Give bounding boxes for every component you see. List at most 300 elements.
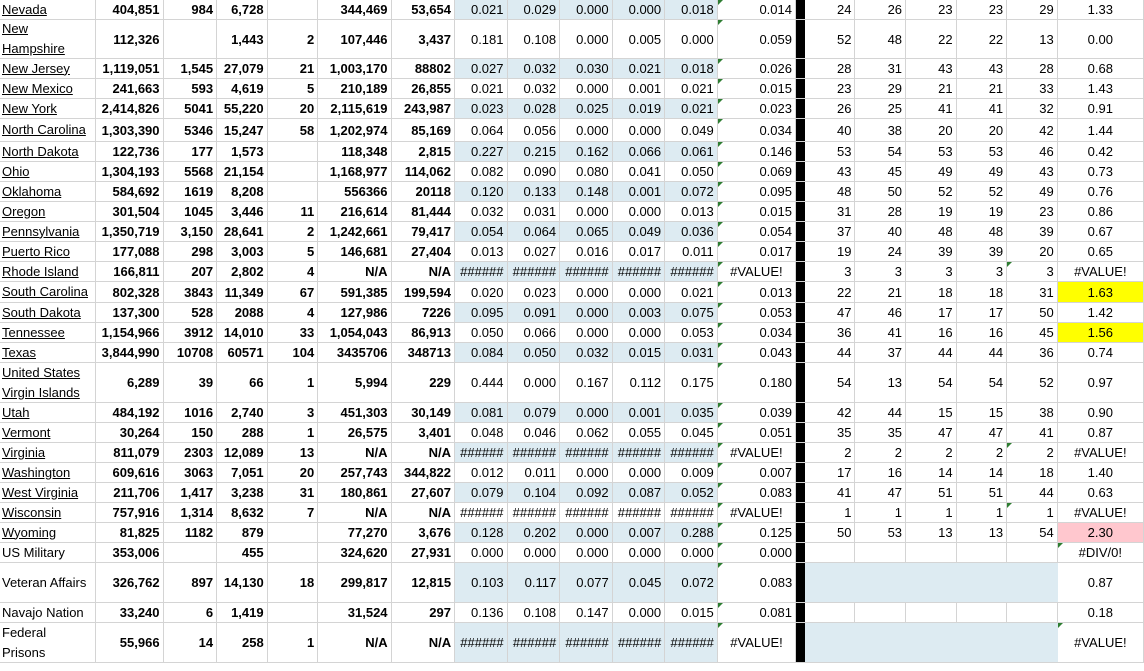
cell-name[interactable] bbox=[0, 182, 96, 201]
cell-rank[interactable]: 48 bbox=[855, 20, 906, 58]
cell-rate[interactable]: 0.095 bbox=[455, 303, 508, 322]
cell-ratio[interactable]: 1.56 bbox=[1058, 323, 1144, 342]
cell-d[interactable]: 1,443 bbox=[217, 20, 268, 58]
cell-b[interactable]: 1,154,966 bbox=[96, 323, 163, 342]
cell-rate[interactable]: 0.021 bbox=[665, 79, 718, 98]
cell-rate[interactable]: 0.082 bbox=[455, 162, 508, 181]
cell-rate[interactable]: 0.091 bbox=[508, 303, 561, 322]
cell-rank[interactable]: 3 bbox=[805, 262, 856, 281]
cell-rank[interactable]: 17 bbox=[957, 303, 1008, 322]
cell-ratio[interactable]: #VALUE! bbox=[1058, 262, 1144, 281]
cell-rate[interactable]: ###### bbox=[560, 443, 613, 462]
cell-rate[interactable]: 0.021 bbox=[455, 0, 508, 19]
cell-g[interactable]: 344,822 bbox=[392, 463, 455, 482]
cell-g[interactable]: 81,444 bbox=[392, 202, 455, 221]
cell-rate[interactable]: ###### bbox=[508, 443, 561, 462]
cell-f[interactable]: 556366 bbox=[318, 182, 391, 201]
cell-rank[interactable]: 15 bbox=[906, 403, 957, 422]
column-divider[interactable] bbox=[796, 403, 805, 422]
cell-rate[interactable]: 0.061 bbox=[665, 142, 718, 161]
cell-avg[interactable]: 0.125 bbox=[718, 523, 796, 542]
column-divider[interactable] bbox=[796, 363, 805, 402]
cell-rank[interactable]: 23 bbox=[906, 0, 957, 19]
cell-rank[interactable]: 32 bbox=[1007, 99, 1058, 118]
cell-rate[interactable]: 0.001 bbox=[613, 182, 666, 201]
cell-rank[interactable]: 16 bbox=[957, 323, 1008, 342]
cell-f[interactable]: N/A bbox=[318, 262, 391, 281]
cell-f[interactable]: 107,446 bbox=[318, 20, 391, 58]
cell-rank[interactable]: 1 bbox=[805, 503, 856, 522]
cell-rank[interactable]: 28 bbox=[1007, 59, 1058, 78]
cell-rate[interactable]: 0.056 bbox=[508, 119, 561, 141]
cell-rank[interactable]: 24 bbox=[805, 0, 856, 19]
column-divider[interactable] bbox=[796, 463, 805, 482]
cell-rank[interactable] bbox=[855, 603, 906, 622]
cell-e[interactable]: 20 bbox=[268, 463, 319, 482]
cell-rate[interactable]: 0.148 bbox=[560, 182, 613, 201]
cell-c[interactable]: 5568 bbox=[164, 162, 218, 181]
cell-f[interactable]: 2,115,619 bbox=[318, 99, 391, 118]
column-divider[interactable] bbox=[796, 182, 805, 201]
cell-rate[interactable]: 0.003 bbox=[613, 303, 666, 322]
cell-d[interactable]: 55,220 bbox=[217, 99, 268, 118]
cell-e[interactable] bbox=[268, 162, 319, 181]
cell-c[interactable]: 593 bbox=[164, 79, 218, 98]
cell-rate[interactable]: 0.000 bbox=[613, 463, 666, 482]
cell-rank[interactable]: 42 bbox=[805, 403, 856, 422]
cell-rate[interactable]: 0.080 bbox=[560, 162, 613, 181]
cell-b[interactable]: 3,844,990 bbox=[96, 343, 163, 362]
cell-rank[interactable]: 52 bbox=[805, 20, 856, 58]
cell-e[interactable]: 13 bbox=[268, 443, 319, 462]
cell-rate[interactable]: 0.048 bbox=[455, 423, 508, 442]
cell-b[interactable]: 609,616 bbox=[96, 463, 163, 482]
cell-d[interactable]: 3,003 bbox=[217, 242, 268, 261]
cell-c[interactable]: 1016 bbox=[164, 403, 218, 422]
cell-rate[interactable]: 0.028 bbox=[508, 99, 561, 118]
cell-rate[interactable]: 0.000 bbox=[560, 523, 613, 542]
cell-rate[interactable]: 0.000 bbox=[613, 282, 666, 302]
cell-rate[interactable]: ###### bbox=[455, 443, 508, 462]
cell-rank[interactable]: 47 bbox=[906, 423, 957, 442]
cell-rate[interactable]: 0.108 bbox=[508, 20, 561, 58]
cell-rank[interactable]: 54 bbox=[957, 363, 1008, 402]
cell-rank[interactable]: 39 bbox=[906, 242, 957, 261]
cell-rank[interactable]: 37 bbox=[805, 222, 856, 241]
cell-e[interactable]: 4 bbox=[268, 262, 319, 281]
cell-avg[interactable]: 0.083 bbox=[718, 483, 796, 502]
cell-rank[interactable]: 51 bbox=[906, 483, 957, 502]
cell-b[interactable]: 811,079 bbox=[96, 443, 163, 462]
cell-e[interactable]: 21 bbox=[268, 59, 319, 78]
cell-e[interactable]: 18 bbox=[268, 563, 319, 602]
cell-rate[interactable]: ###### bbox=[613, 503, 666, 522]
cell-rate[interactable]: 0.112 bbox=[613, 363, 666, 402]
cell-f[interactable]: 26,575 bbox=[318, 423, 391, 442]
cell-e[interactable] bbox=[268, 543, 319, 562]
hyperlink[interactable]: New York bbox=[2, 100, 57, 116]
cell-g[interactable]: 243,987 bbox=[392, 99, 455, 118]
cell-rate[interactable]: ###### bbox=[665, 503, 718, 522]
cell-e[interactable]: 104 bbox=[268, 343, 319, 362]
cell-d[interactable]: 258 bbox=[217, 623, 268, 662]
cell-e[interactable]: 20 bbox=[268, 99, 319, 118]
cell-d[interactable]: 2,740 bbox=[217, 403, 268, 422]
cell-rate[interactable]: ###### bbox=[560, 623, 613, 662]
cell-rate[interactable]: 0.000 bbox=[560, 303, 613, 322]
cell-avg[interactable]: 0.083 bbox=[718, 563, 796, 602]
cell-e[interactable] bbox=[268, 182, 319, 201]
cell-rate[interactable]: 0.181 bbox=[455, 20, 508, 58]
cell-b[interactable]: 166,811 bbox=[96, 262, 163, 281]
cell-rate[interactable]: 0.013 bbox=[455, 242, 508, 261]
hyperlink[interactable]: New Mexico bbox=[2, 80, 73, 96]
cell-rate[interactable]: 0.000 bbox=[560, 403, 613, 422]
cell-avg[interactable]: #VALUE! bbox=[718, 503, 796, 522]
cell-f[interactable]: 1,054,043 bbox=[318, 323, 391, 342]
cell-rate[interactable]: 0.000 bbox=[613, 0, 666, 19]
cell-rank[interactable]: 21 bbox=[855, 282, 906, 302]
cell-rate[interactable]: 0.027 bbox=[508, 242, 561, 261]
cell-rate[interactable]: 0.009 bbox=[665, 463, 718, 482]
cell-rank[interactable]: 14 bbox=[906, 463, 957, 482]
cell-rank[interactable] bbox=[1007, 543, 1058, 562]
cell-avg[interactable]: #VALUE! bbox=[718, 262, 796, 281]
cell-c[interactable]: 897 bbox=[164, 563, 218, 602]
column-divider[interactable] bbox=[796, 0, 805, 19]
cell-c[interactable]: 39 bbox=[164, 363, 218, 402]
cell-g[interactable]: 2,815 bbox=[392, 142, 455, 161]
cell-name[interactable] bbox=[0, 119, 96, 141]
cell-rate[interactable]: 0.013 bbox=[665, 202, 718, 221]
cell-e[interactable]: 1 bbox=[268, 363, 319, 402]
cell-name[interactable] bbox=[0, 99, 96, 118]
cell-rate[interactable]: 0.062 bbox=[560, 423, 613, 442]
cell-c[interactable]: 177 bbox=[164, 142, 218, 161]
cell-c[interactable]: 3063 bbox=[164, 463, 218, 482]
cell-name[interactable] bbox=[0, 142, 96, 161]
cell-g[interactable]: 27,931 bbox=[392, 543, 455, 562]
cell-name[interactable] bbox=[0, 483, 96, 502]
cell-name[interactable] bbox=[0, 282, 96, 302]
cell-rate[interactable]: 0.000 bbox=[613, 323, 666, 342]
cell-ratio[interactable]: 0.18 bbox=[1058, 603, 1144, 622]
cell-avg[interactable]: 0.053 bbox=[718, 303, 796, 322]
cell-rank[interactable]: 48 bbox=[957, 222, 1008, 241]
cell-name[interactable] bbox=[0, 423, 96, 442]
cell-b[interactable]: 1,350,719 bbox=[96, 222, 163, 241]
cell-e[interactable]: 1 bbox=[268, 623, 319, 662]
cell-ratio[interactable]: 1.42 bbox=[1058, 303, 1144, 322]
cell-rank[interactable]: 22 bbox=[805, 282, 856, 302]
hyperlink[interactable]: Pennsylvania bbox=[2, 223, 80, 239]
cell-d[interactable]: 21,154 bbox=[217, 162, 268, 181]
cell-rank[interactable]: 2 bbox=[805, 443, 856, 462]
cell-rate[interactable]: 0.000 bbox=[560, 0, 613, 19]
hyperlink[interactable]: North Dakota bbox=[2, 143, 79, 159]
cell-rank[interactable]: 41 bbox=[855, 323, 906, 342]
cell-c[interactable] bbox=[164, 20, 218, 58]
cell-d[interactable]: 27,079 bbox=[217, 59, 268, 78]
cell-b[interactable]: 1,119,051 bbox=[96, 59, 163, 78]
cell-rank[interactable]: 44 bbox=[1007, 483, 1058, 502]
cell-rank[interactable]: 20 bbox=[1007, 242, 1058, 261]
cell-ratio[interactable]: #VALUE! bbox=[1058, 443, 1144, 462]
cell-rate[interactable]: ###### bbox=[560, 503, 613, 522]
cell-rank[interactable]: 53 bbox=[906, 142, 957, 161]
column-divider[interactable] bbox=[796, 242, 805, 261]
cell-name[interactable] bbox=[0, 623, 96, 662]
cell-rate[interactable]: 0.000 bbox=[508, 543, 561, 562]
cell-c[interactable]: 1182 bbox=[164, 523, 218, 542]
cell-rank[interactable]: 35 bbox=[855, 423, 906, 442]
cell-rank[interactable]: 31 bbox=[855, 59, 906, 78]
cell-avg[interactable]: 0.069 bbox=[718, 162, 796, 181]
cell-rank[interactable]: 41 bbox=[805, 483, 856, 502]
hyperlink[interactable]: South Dakota bbox=[2, 304, 81, 320]
cell-rank[interactable]: 38 bbox=[855, 119, 906, 141]
cell-d[interactable]: 1,419 bbox=[217, 603, 268, 622]
cell-avg[interactable]: 0.023 bbox=[718, 99, 796, 118]
cell-rank[interactable]: 28 bbox=[855, 202, 906, 221]
cell-rank[interactable]: 23 bbox=[1007, 202, 1058, 221]
cell-rank[interactable]: 2 bbox=[1007, 443, 1058, 462]
cell-rank[interactable]: 53 bbox=[805, 142, 856, 161]
cell-g[interactable]: 27,607 bbox=[392, 483, 455, 502]
cell-rate[interactable]: 0.000 bbox=[560, 20, 613, 58]
cell-b[interactable]: 6,289 bbox=[96, 363, 163, 402]
cell-d[interactable]: 6,728 bbox=[217, 0, 268, 19]
cell-rank[interactable]: 50 bbox=[805, 523, 856, 542]
cell-rate[interactable]: 0.046 bbox=[508, 423, 561, 442]
cell-rank[interactable]: 53 bbox=[957, 142, 1008, 161]
cell-d[interactable]: 11,349 bbox=[217, 282, 268, 302]
cell-rate[interactable]: ###### bbox=[455, 262, 508, 281]
cell-d[interactable]: 14,130 bbox=[217, 563, 268, 602]
cell-avg[interactable]: 0.146 bbox=[718, 142, 796, 161]
cell-rate[interactable]: 0.084 bbox=[455, 343, 508, 362]
cell-ratio[interactable]: 0.73 bbox=[1058, 162, 1144, 181]
hyperlink[interactable]: Rhode Island bbox=[2, 263, 79, 279]
cell-avg[interactable]: 0.007 bbox=[718, 463, 796, 482]
cell-rank[interactable]: 1 bbox=[957, 503, 1008, 522]
cell-rank[interactable]: 49 bbox=[906, 162, 957, 181]
cell-rate[interactable]: 0.001 bbox=[613, 79, 666, 98]
cell-rate[interactable]: 0.064 bbox=[508, 222, 561, 241]
cell-rank[interactable]: 23 bbox=[957, 0, 1008, 19]
cell-rate[interactable]: 0.029 bbox=[508, 0, 561, 19]
cell-rate[interactable]: 0.015 bbox=[665, 603, 718, 622]
cell-rank[interactable]: 3 bbox=[906, 262, 957, 281]
cell-rate[interactable]: 0.000 bbox=[455, 543, 508, 562]
cell-b[interactable]: 137,300 bbox=[96, 303, 163, 322]
cell-rank[interactable] bbox=[1007, 603, 1058, 622]
cell-rate[interactable]: 0.167 bbox=[560, 363, 613, 402]
cell-f[interactable]: 180,861 bbox=[318, 483, 391, 502]
cell-rate[interactable]: ###### bbox=[508, 262, 561, 281]
cell-g[interactable]: 85,169 bbox=[392, 119, 455, 141]
cell-e[interactable]: 4 bbox=[268, 303, 319, 322]
cell-rate[interactable]: 0.066 bbox=[613, 142, 666, 161]
cell-f[interactable]: 146,681 bbox=[318, 242, 391, 261]
cell-name[interactable] bbox=[0, 303, 96, 322]
cell-rate[interactable]: 0.020 bbox=[455, 282, 508, 302]
cell-rate[interactable]: 0.081 bbox=[455, 403, 508, 422]
cell-avg[interactable]: 0.015 bbox=[718, 202, 796, 221]
cell-name[interactable] bbox=[0, 20, 96, 58]
cell-b[interactable]: 112,326 bbox=[96, 20, 163, 58]
cell-b[interactable]: 55,966 bbox=[96, 623, 163, 662]
cell-rank[interactable] bbox=[957, 603, 1008, 622]
cell-rate[interactable]: 0.027 bbox=[455, 59, 508, 78]
cell-ratio[interactable]: 0.86 bbox=[1058, 202, 1144, 221]
cell-rate[interactable]: 0.035 bbox=[665, 403, 718, 422]
cell-rank[interactable]: 44 bbox=[855, 403, 906, 422]
cell-d[interactable]: 12,089 bbox=[217, 443, 268, 462]
cell-rate[interactable]: 0.023 bbox=[455, 99, 508, 118]
cell-e[interactable]: 5 bbox=[268, 79, 319, 98]
cell-c[interactable]: 984 bbox=[164, 0, 218, 19]
cell-rate[interactable]: ###### bbox=[508, 623, 561, 662]
cell-rank[interactable]: 54 bbox=[1007, 523, 1058, 542]
cell-f[interactable]: 324,620 bbox=[318, 543, 391, 562]
cell-g[interactable]: 297 bbox=[392, 603, 455, 622]
cell-e[interactable]: 3 bbox=[268, 403, 319, 422]
cell-rate[interactable]: 0.064 bbox=[455, 119, 508, 141]
cell-rate[interactable]: ###### bbox=[613, 262, 666, 281]
cell-rate[interactable]: ###### bbox=[455, 503, 508, 522]
cell-f[interactable]: 257,743 bbox=[318, 463, 391, 482]
hyperlink[interactable]: North Carolina bbox=[2, 122, 86, 137]
column-divider[interactable] bbox=[796, 142, 805, 161]
cell-name[interactable] bbox=[0, 363, 96, 402]
cell-rate[interactable]: 0.001 bbox=[613, 403, 666, 422]
cell-rate[interactable]: ###### bbox=[665, 262, 718, 281]
column-divider[interactable] bbox=[796, 323, 805, 342]
cell-d[interactable]: 879 bbox=[217, 523, 268, 542]
cell-rate[interactable]: 0.133 bbox=[508, 182, 561, 201]
cell-c[interactable]: 1045 bbox=[164, 202, 218, 221]
cell-rate[interactable]: 0.000 bbox=[560, 79, 613, 98]
hyperlink[interactable]: New Jersey bbox=[2, 60, 70, 76]
cell-rank[interactable]: 18 bbox=[1007, 463, 1058, 482]
cell-rank[interactable]: 40 bbox=[855, 222, 906, 241]
cell-f[interactable]: 299,817 bbox=[318, 563, 391, 602]
cell-c[interactable]: 207 bbox=[164, 262, 218, 281]
hyperlink[interactable]: Puerto Rico bbox=[2, 243, 70, 259]
cell-rank[interactable]: 48 bbox=[906, 222, 957, 241]
cell-rank[interactable]: 50 bbox=[855, 182, 906, 201]
cell-d[interactable]: 60571 bbox=[217, 343, 268, 362]
cell-avg[interactable]: #VALUE! bbox=[718, 623, 796, 662]
cell-g[interactable]: 3,676 bbox=[392, 523, 455, 542]
cell-rate[interactable]: 0.036 bbox=[665, 222, 718, 241]
column-divider[interactable] bbox=[796, 119, 805, 141]
cell-rate[interactable]: 0.090 bbox=[508, 162, 561, 181]
column-divider[interactable] bbox=[796, 202, 805, 221]
cell-f[interactable]: 591,385 bbox=[318, 282, 391, 302]
cell-rank[interactable]: 43 bbox=[906, 59, 957, 78]
cell-rate[interactable]: 0.031 bbox=[665, 343, 718, 362]
cell-d[interactable]: 8,208 bbox=[217, 182, 268, 201]
cell-ratio[interactable]: 0.68 bbox=[1058, 59, 1144, 78]
cell-c[interactable]: 3,150 bbox=[164, 222, 218, 241]
cell-f[interactable]: 451,303 bbox=[318, 403, 391, 422]
cell-f[interactable]: 1,202,974 bbox=[318, 119, 391, 141]
cell-ratio[interactable]: 0.87 bbox=[1058, 423, 1144, 442]
cell-rank[interactable]: 19 bbox=[957, 202, 1008, 221]
cell-avg[interactable]: 0.081 bbox=[718, 603, 796, 622]
cell-c[interactable]: 298 bbox=[164, 242, 218, 261]
cell-avg[interactable]: #VALUE! bbox=[718, 443, 796, 462]
cell-rate[interactable]: 0.050 bbox=[508, 343, 561, 362]
cell-rank[interactable]: 14 bbox=[957, 463, 1008, 482]
cell-rate[interactable]: 0.000 bbox=[560, 543, 613, 562]
column-divider[interactable] bbox=[796, 282, 805, 302]
cell-rate[interactable]: 0.000 bbox=[665, 543, 718, 562]
cell-rate[interactable]: 0.077 bbox=[560, 563, 613, 602]
column-divider[interactable] bbox=[796, 443, 805, 462]
cell-rank[interactable]: 24 bbox=[855, 242, 906, 261]
cell-rank[interactable]: 45 bbox=[1007, 323, 1058, 342]
cell-ratio[interactable]: 1.40 bbox=[1058, 463, 1144, 482]
cell-f[interactable]: 1,003,170 bbox=[318, 59, 391, 78]
cell-blank-shaded[interactable] bbox=[805, 623, 1058, 662]
cell-e[interactable]: 58 bbox=[268, 119, 319, 141]
cell-rate[interactable]: 0.021 bbox=[455, 79, 508, 98]
cell-f[interactable]: 210,189 bbox=[318, 79, 391, 98]
cell-rank[interactable]: 31 bbox=[805, 202, 856, 221]
cell-rank[interactable]: 2 bbox=[957, 443, 1008, 462]
cell-g[interactable]: 199,594 bbox=[392, 282, 455, 302]
cell-e[interactable]: 7 bbox=[268, 503, 319, 522]
cell-rank[interactable]: 25 bbox=[855, 99, 906, 118]
cell-d[interactable]: 455 bbox=[217, 543, 268, 562]
cell-rank[interactable]: 16 bbox=[906, 323, 957, 342]
cell-rank[interactable]: 22 bbox=[906, 20, 957, 58]
cell-rate[interactable]: 0.041 bbox=[613, 162, 666, 181]
cell-rate[interactable]: 0.000 bbox=[560, 202, 613, 221]
cell-rate[interactable]: 0.108 bbox=[508, 603, 561, 622]
cell-rank[interactable]: 35 bbox=[805, 423, 856, 442]
cell-d[interactable]: 2,802 bbox=[217, 262, 268, 281]
cell-name[interactable] bbox=[0, 463, 96, 482]
cell-rank[interactable]: 37 bbox=[855, 343, 906, 362]
cell-e[interactable]: 2 bbox=[268, 222, 319, 241]
cell-rate[interactable]: 0.045 bbox=[613, 563, 666, 602]
cell-f[interactable]: 1,168,977 bbox=[318, 162, 391, 181]
hyperlink[interactable]: Wyoming bbox=[2, 524, 57, 540]
cell-rate[interactable]: ###### bbox=[508, 503, 561, 522]
cell-avg[interactable]: 0.013 bbox=[718, 282, 796, 302]
cell-avg[interactable]: 0.034 bbox=[718, 323, 796, 342]
hyperlink[interactable]: Oregon bbox=[2, 203, 46, 219]
cell-rate[interactable]: 0.055 bbox=[613, 423, 666, 442]
cell-rate[interactable]: ###### bbox=[665, 443, 718, 462]
column-divider[interactable] bbox=[796, 483, 805, 502]
cell-rank[interactable]: 49 bbox=[1007, 182, 1058, 201]
hyperlink[interactable]: Nevada bbox=[2, 1, 47, 17]
cell-f[interactable]: 127,986 bbox=[318, 303, 391, 322]
cell-g[interactable]: N/A bbox=[392, 503, 455, 522]
cell-rate[interactable]: 0.000 bbox=[665, 20, 718, 58]
cell-f[interactable]: 31,524 bbox=[318, 603, 391, 622]
cell-rank[interactable]: 50 bbox=[1007, 303, 1058, 322]
cell-rate[interactable]: 0.000 bbox=[613, 119, 666, 141]
cell-name[interactable] bbox=[0, 222, 96, 241]
cell-e[interactable] bbox=[268, 523, 319, 542]
cell-rank[interactable]: 54 bbox=[855, 142, 906, 161]
